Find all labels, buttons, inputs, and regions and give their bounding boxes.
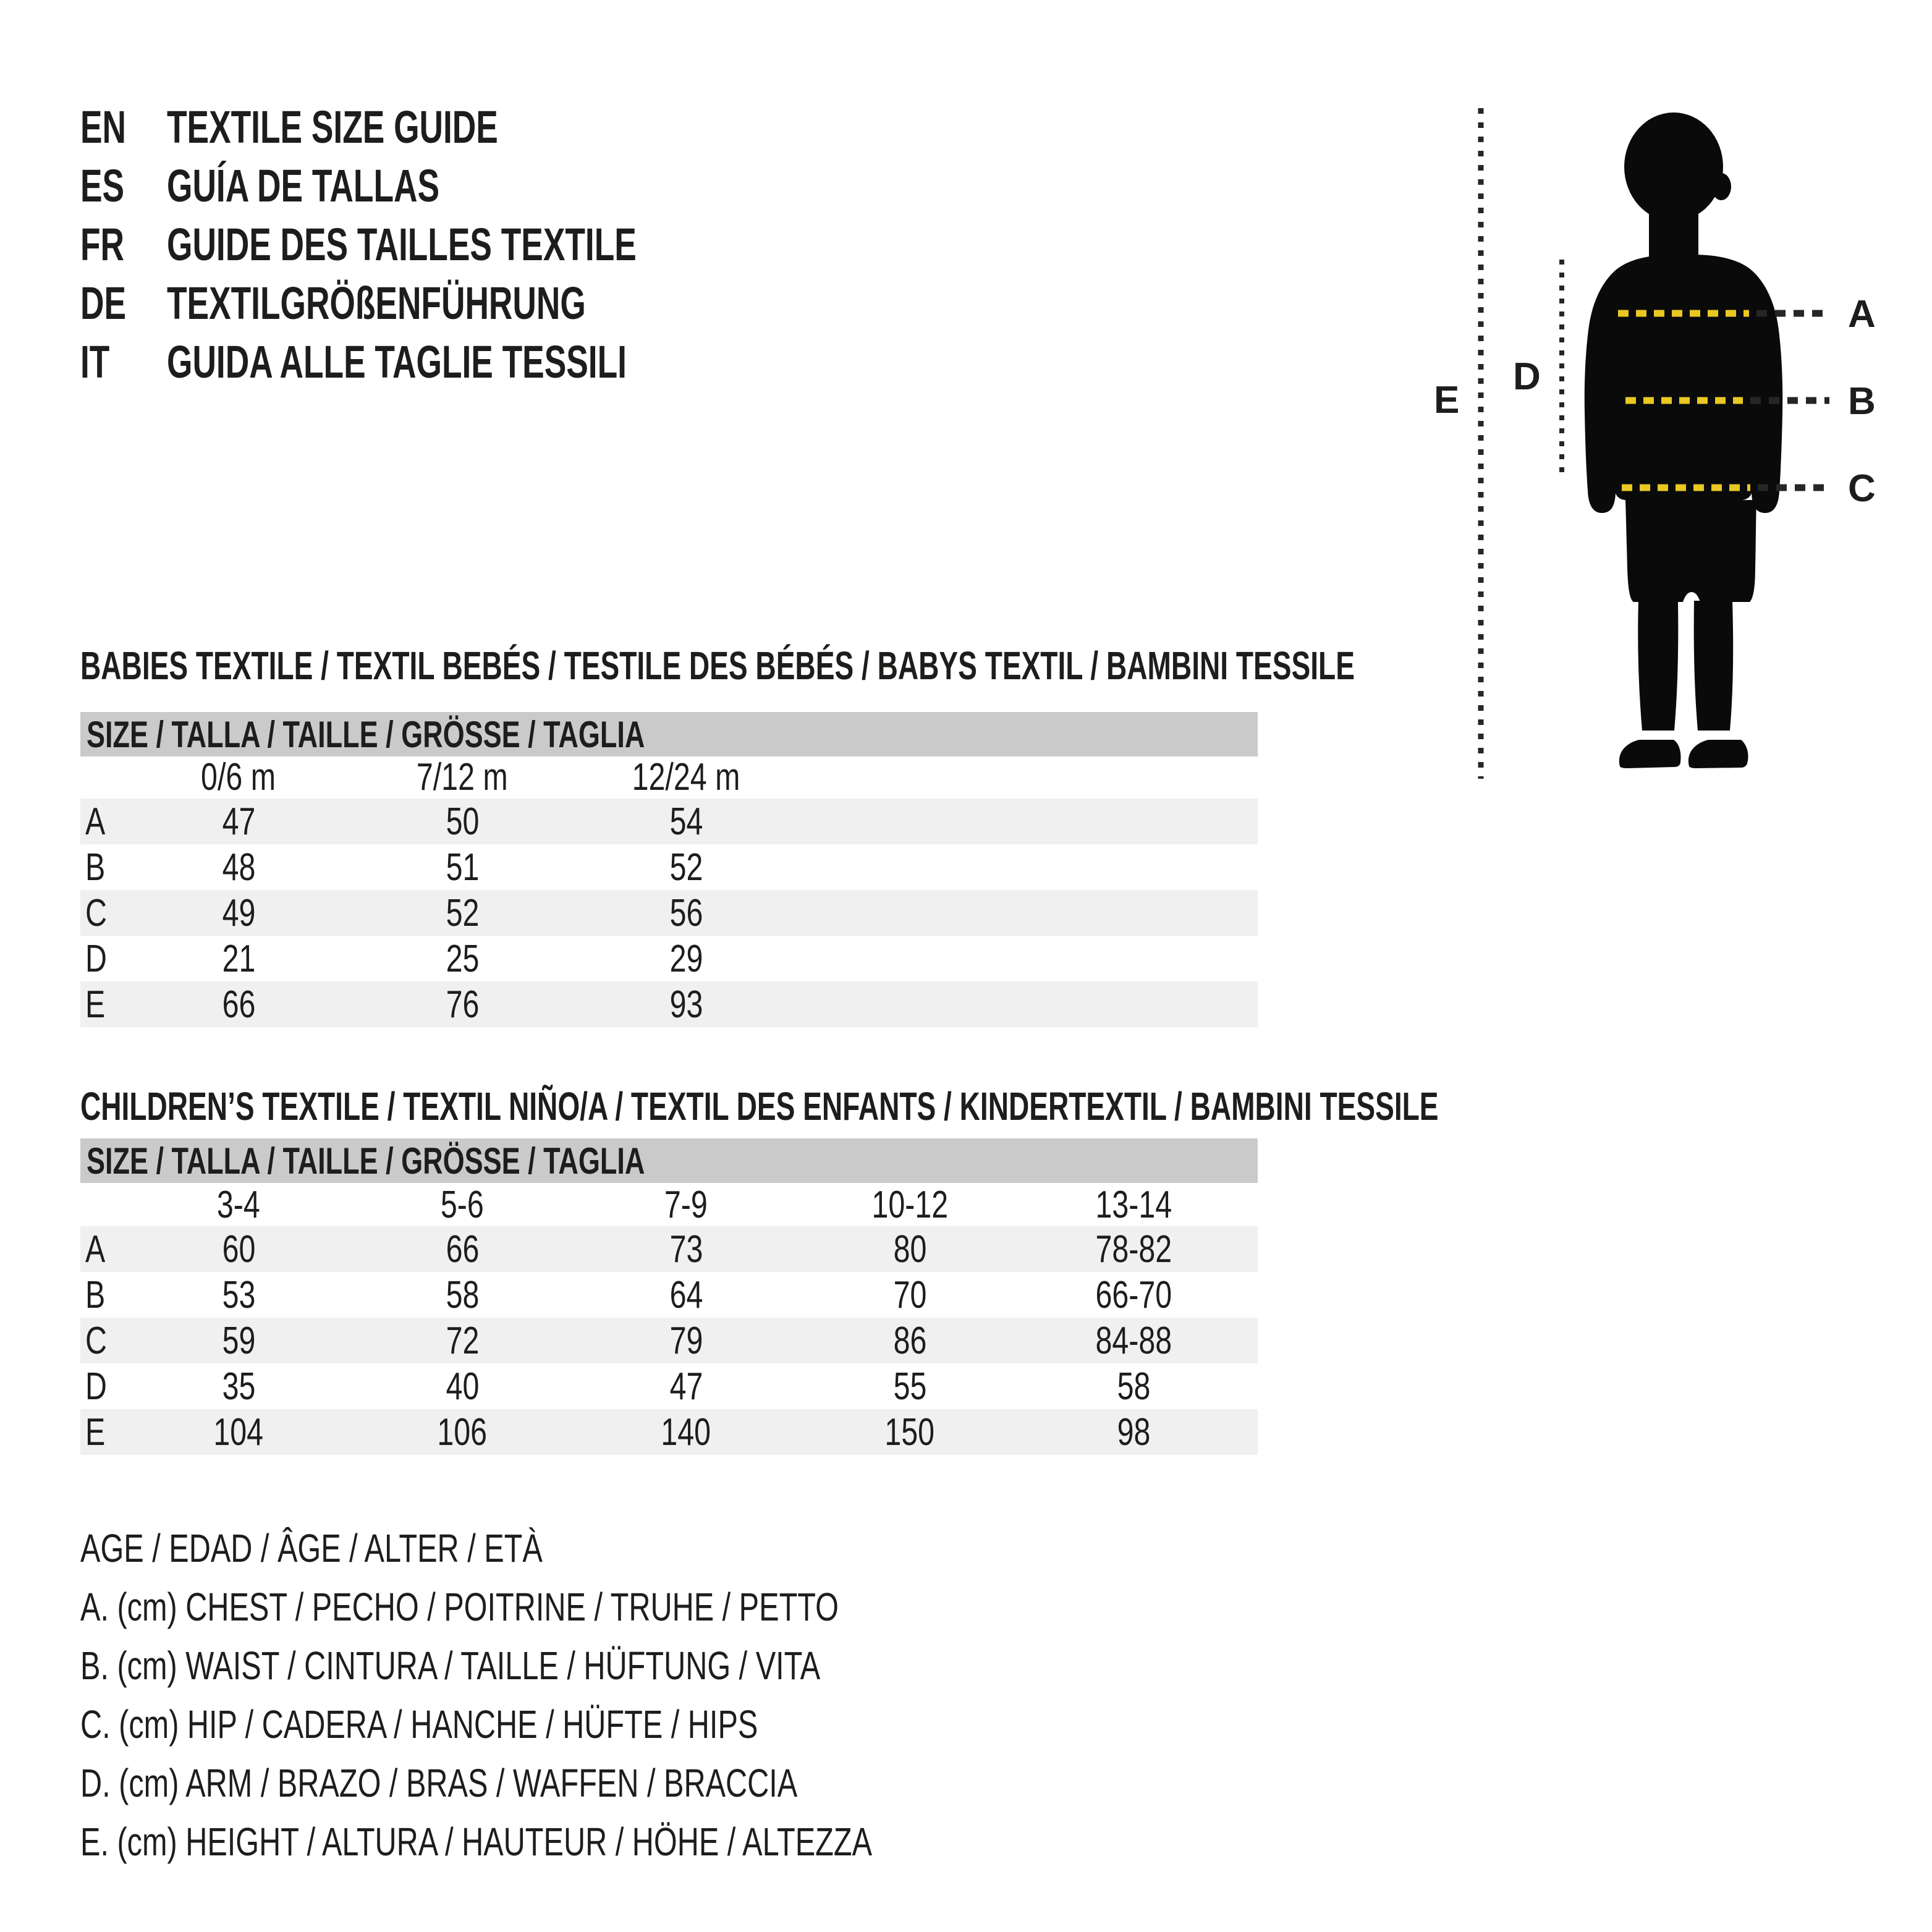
row-label: D <box>85 937 107 980</box>
children-column-header-row <box>80 1183 1258 1226</box>
measurement-legend <box>80 1519 1122 1871</box>
row-label: C <box>85 1319 107 1362</box>
row-label: B <box>85 1273 106 1316</box>
children-section-title: CHILDREN’S TEXTILE / TEXTIL NIÑO/A / TEXTIL DES ENFANTS / KINDERTEXTIL / BAMBINI TESSILE <box>80 1084 1439 1129</box>
row-label: E <box>85 983 106 1026</box>
babies-section-title: BABIES TEXTILE / TEXTIL BEBÉS / TESTILE DES BÉBÉS / BABYS TEXTIL / BAMBINI TESSILE <box>80 643 1355 688</box>
legend-height: E. (cm) HEIGHT / ALTURA / HAUTEUR / HÖHE / ALTEZZA <box>80 1819 873 1864</box>
lang-row-en <box>80 98 819 156</box>
lang-row-fr <box>80 215 819 274</box>
legend-hip: C. (cm) HIP / CADERA / HANCHE / HÜFTE / HIPS <box>80 1701 758 1747</box>
table-row: D 35 40 47 55 58 <box>80 1363 1258 1409</box>
lang-title: GUIDA ALLE TAGLIE TESSILI <box>167 336 627 388</box>
table-row: A 47 50 54 <box>80 799 1258 844</box>
lang-title: TEXTILE SIZE GUIDE <box>167 101 498 153</box>
children-col-header: 7-9 <box>664 1183 708 1226</box>
babies-col-header: 0/6 m <box>201 755 276 799</box>
table-row: B 53 58 64 70 66-70 <box>80 1272 1258 1318</box>
lang-row-de <box>80 274 819 333</box>
legend-chest: A. (cm) CHEST / PECHO / POITRINE / TRUHE / PETTO <box>80 1584 839 1629</box>
table-row: B 48 51 52 <box>80 844 1258 890</box>
lang-code: IT <box>80 336 110 388</box>
lang-code: DE <box>80 278 127 329</box>
table-row: C 59 72 79 86 84-88 <box>80 1318 1258 1363</box>
legend-age: AGE / EDAD / ÂGE / ALTER / ETÀ <box>80 1525 543 1570</box>
row-label: C <box>85 891 107 934</box>
figure-label-c: C <box>1848 467 1876 510</box>
babies-col-header: 7/12 m <box>417 755 508 799</box>
lang-code: EN <box>80 101 127 153</box>
table-row: D 21 25 29 <box>80 936 1258 981</box>
row-label: E <box>85 1410 106 1454</box>
figure-label-d: D <box>1513 355 1541 398</box>
table-row: C 49 52 56 <box>80 890 1258 936</box>
figure-label-b: B <box>1848 380 1876 423</box>
children-col-header: 10-12 <box>871 1183 948 1226</box>
children-col-header: 5-6 <box>441 1183 484 1226</box>
row-label: A <box>85 800 106 843</box>
lang-code: ES <box>80 160 125 211</box>
row-label: B <box>85 845 106 889</box>
children-size-header-bar: SIZE / TALLA / TAILLE / GRÖSSE / TAGLIA <box>80 1138 1258 1183</box>
lang-title: GUIDE DES TAILLES TEXTILE <box>167 219 637 270</box>
lang-title: GUÍA DE TALLAS <box>167 160 440 211</box>
table-row: A 60 66 73 80 78-82 <box>80 1226 1258 1272</box>
lang-title: TEXTILGRÖßENFÜHRUNG <box>167 278 586 329</box>
row-label: D <box>85 1365 107 1408</box>
lang-row-it <box>80 333 819 391</box>
table-row: E 104 106 140 150 98 <box>80 1409 1258 1455</box>
table-row: E 66 76 93 <box>80 981 1258 1027</box>
babies-col-header: 12/24 m <box>632 755 740 799</box>
lang-code: FR <box>80 219 125 270</box>
lang-row-es <box>80 156 819 215</box>
figure-label-a: A <box>1848 293 1876 336</box>
figure-label-e: E <box>1434 379 1460 422</box>
babies-column-header-row <box>80 755 1258 799</box>
children-col-header: 13-14 <box>1095 1183 1172 1226</box>
language-title-list <box>80 98 819 391</box>
legend-arm: D. (cm) ARM / BRAZO / BRAS / WAFFEN / BRACCIA <box>80 1760 798 1805</box>
children-col-header: 3-4 <box>217 1183 260 1226</box>
babies-size-header-bar: SIZE / TALLA / TAILLE / GRÖSSE / TAGLIA <box>80 712 1258 756</box>
legend-waist: B. (cm) WAIST / CINTURA / TAILLE / HÜFTUNG / VITA <box>80 1643 821 1688</box>
row-label: A <box>85 1227 106 1271</box>
